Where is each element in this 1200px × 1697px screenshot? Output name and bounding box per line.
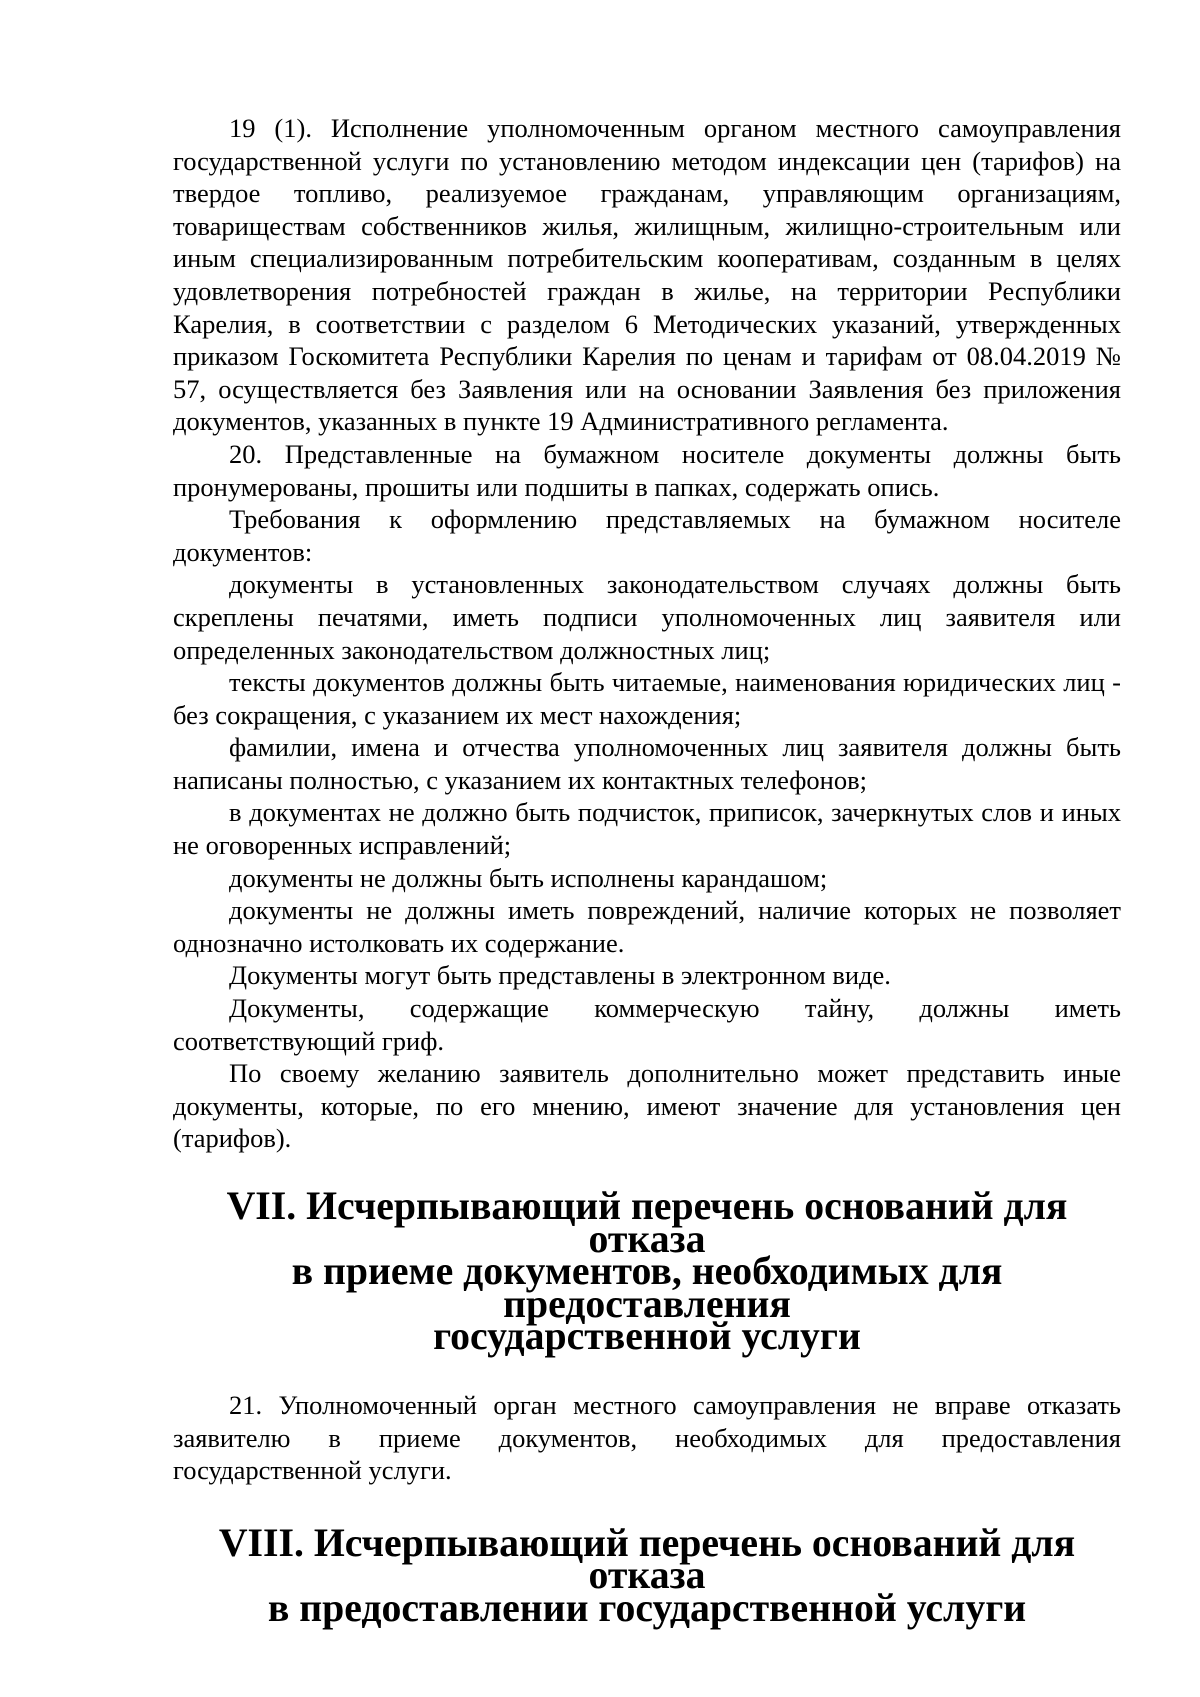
- requirement-no-damage: документы не должны иметь повреждений, наличие которых не позволяет однозначно истолковать их содержание.: [173, 895, 1121, 958]
- commercial-secret-note: Документы, содержащие коммерческую тайну, должны иметь соответствующий гриф.: [173, 993, 1121, 1056]
- requirement-names: фамилии, имена и отчества уполномоченных лиц заявителя должны быть написаны полностью, с указанием их контактных телефонов;: [173, 732, 1121, 795]
- section-8-heading: [173, 1520, 1121, 1630]
- additional-documents-note: По своему желанию заявитель дополнительно может представить иные документы, которые, по его мнению, имеют значение для установления цен (тарифов).: [173, 1058, 1121, 1154]
- section-8-heading-line: в предоставлении государственной услуги: [267, 1585, 1027, 1630]
- requirement-no-pencil: документы не должны быть исполнены карандашом;: [229, 862, 828, 893]
- electronic-form-note: Документы могут быть представлены в электронном виде.: [229, 960, 891, 991]
- section-7-heading-line: государственной услуги: [433, 1314, 861, 1359]
- requirement-no-erasures: в документах не должно быть подчисток, приписок, зачеркнутых слов и иных не оговоренных исправлений;: [173, 797, 1121, 861]
- section-7-heading: [173, 1184, 1121, 1359]
- paragraph-20: 20. Представленные на бумажном носителе документы должны быть пронумерованы, прошиты или подшиты в папках, содержать опись.: [173, 438, 1121, 502]
- paragraph-19-1: 19 (1). Исполнение уполномоченным органом местного самоуправления государственной услуги по установлению методом индексации цен (тарифов) на твердое топливо, реализуемое гражданам, управляющим организациям, товариществам собственников жилья, жилищным, жилищно-строительным или иным специализированным потребительским кооперативам, созданным в целях удовлетворения потребностей граждан в жилье, на территории Республики Карелия, в соответствии с разделом 6 Методических указаний, утвержденных приказом Госкомитета Республики Карелия по ценам и тарифам от 08.04.2019 № 57, осуществляется без Заявления или на основании Заявления без приложения документов, указанных в пункте 19 Административного регламента.: [173, 113, 1121, 437]
- section-8-heading-line: VIII. Исчерпывающий перечень оснований для отказа: [218, 1520, 1076, 1598]
- section-7-heading-line: в приеме документов, необходимых для предоставления: [291, 1249, 1003, 1326]
- requirement-seals: документы в установленных законодательством случаях должны быть скреплены печатями, иметь подписи уполномоченных лиц заявителя или определенных законодательством должностных лиц;: [173, 569, 1121, 665]
- requirements-intro: Требования к оформлению представляемых на бумажном носителе документов:: [173, 504, 1121, 567]
- requirement-readable: тексты документов должны быть читаемые, наименования юридических лиц - без сокращения, с указанием их мест нахождения;: [173, 667, 1121, 730]
- section-7-heading-line: VII. Исчерпывающий перечень оснований для отказа: [226, 1184, 1068, 1261]
- document-page: [173, 112, 1121, 1630]
- paragraph-21: 21. Уполномоченный орган местного самоуправления не вправе отказать заявителю в приеме документов, необходимых для предоставления государственной услуги.: [173, 1389, 1121, 1486]
